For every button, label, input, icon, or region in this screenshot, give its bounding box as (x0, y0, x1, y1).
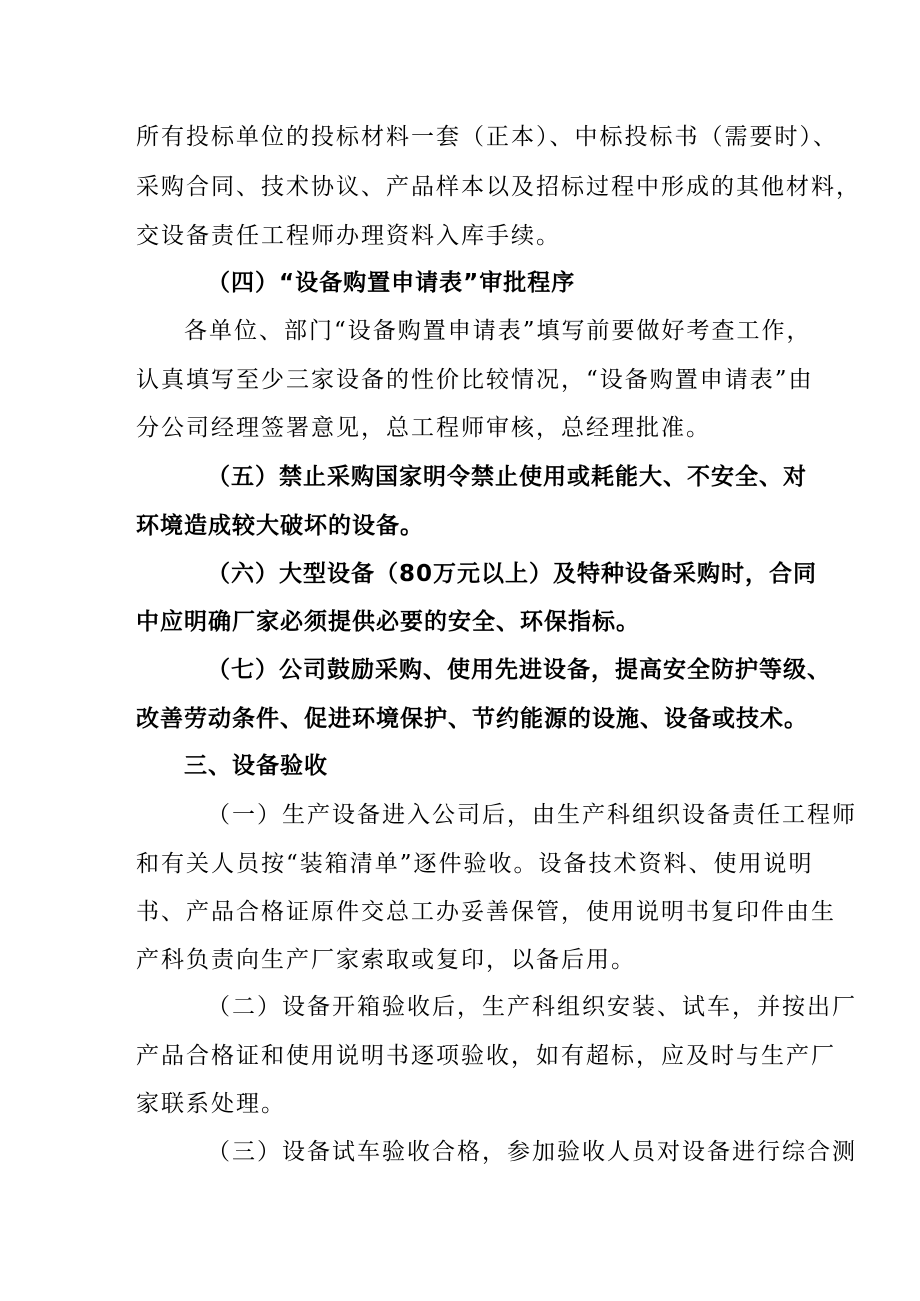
section-heading-5: （五）禁止采购国家明令禁止使用或耗能大、不安全、对 (207, 464, 807, 490)
paragraph-line: 认真填写至少三家设备的性价比较情况，“设备购置申请表”由 (136, 367, 814, 393)
paragraph-line: 产品合格证和使用说明书逐项验收，如有超标，应及时与生产厂 (136, 1043, 836, 1069)
section-heading-6: （六）大型设备（80万元以上）及特种设备采购时，合同 (207, 561, 818, 587)
paragraph-line: 书、产品合格证原件交总工办妥善保管，使用说明书复印件由生 (136, 899, 836, 925)
paragraph-line: （一）生产设备进入公司后，由生产科组织设备责任工程师 (207, 802, 857, 828)
section-heading-7-cont: 改善劳动条件、促进环境保护、节约能源的设施、设备或技术。 (136, 706, 808, 732)
paragraph-line: 各单位、部门“设备购置申请表”填写前要做好考查工作， (184, 318, 812, 344)
paragraph-line: 和有关人员按“装箱清单”逐件验收。设备技术资料、使用说明 (136, 851, 814, 877)
section-heading-6-cont: 中应明确厂家必须提供必要的安全、环保指标。 (136, 609, 640, 635)
paragraph-line: 家联系处理。 (136, 1091, 286, 1117)
paragraph-line: （二）设备开箱验收后，生产科组织安装、试车，并按出厂 (207, 994, 857, 1020)
paragraph-line: 交设备责任工程师办理资料入库手续。 (136, 223, 561, 249)
section-heading-4: （四）“设备购置申请表”审批程序 (207, 270, 576, 296)
section-heading-5-cont: 环境造成较大破坏的设备。 (136, 513, 424, 539)
paragraph-line: （三）设备试车验收合格，参加验收人员对设备进行综合测 (207, 1139, 857, 1165)
paragraph-line: 所有投标单位的投标材料一套（正本）、中标投标书（需要时）、 (136, 124, 838, 150)
chapter-heading: 三、设备验收 (184, 753, 328, 779)
section-heading-7: （七）公司鼓励采购、使用先进设备，提高安全防护等级、 (207, 657, 831, 683)
paragraph-line: 分公司经理签署意见，总工程师审核，总经理批准。 (136, 415, 711, 441)
paragraph-line: 采购合同、技术协议、产品样本以及招标过程中形成的其他材料， (136, 174, 861, 200)
paragraph-line: 产科负责向生产厂家索取或复印，以备后用。 (136, 947, 636, 973)
